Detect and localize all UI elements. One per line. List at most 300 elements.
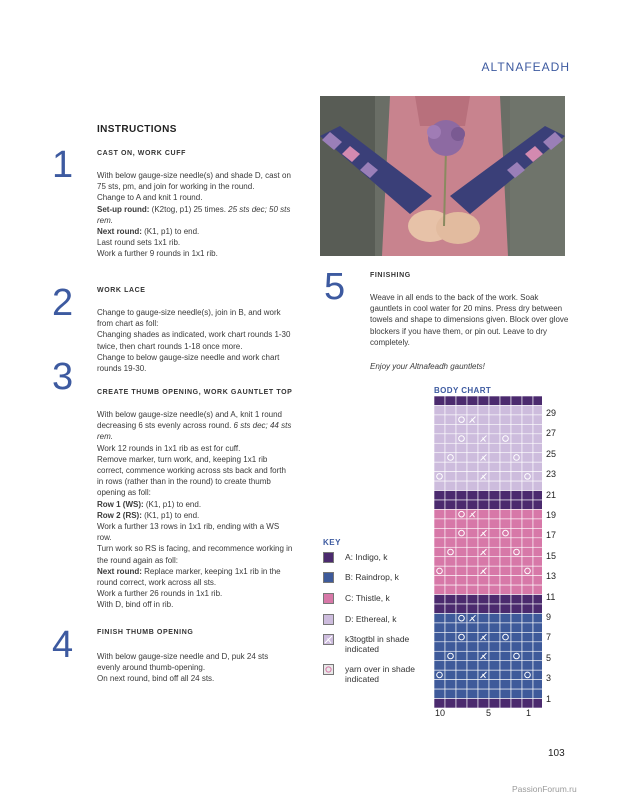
- chart-cell: [434, 661, 445, 670]
- chart-cell: [467, 595, 478, 604]
- chart-cell: [500, 651, 511, 660]
- yarn-over-icon: [323, 664, 334, 675]
- chart-cell: [467, 538, 478, 547]
- chart-cell: [522, 453, 533, 462]
- chart-cell: [522, 699, 533, 708]
- chart-cell: [456, 424, 467, 433]
- chart-cell: [445, 623, 456, 632]
- chart-cell: [500, 472, 511, 481]
- chart-cell: [467, 462, 478, 471]
- step-2-title: WORK LACE: [97, 287, 146, 294]
- chart-cell: [445, 661, 456, 670]
- chart-cell: [467, 472, 478, 481]
- chart-cell: [445, 519, 456, 528]
- chart-cell: [467, 405, 478, 414]
- chart-cell: [522, 481, 533, 490]
- chart-cell: [489, 481, 500, 490]
- chart-cell: [434, 585, 445, 594]
- chart-cell: [533, 453, 542, 462]
- body-chart: [430, 396, 542, 708]
- chart-cell: [445, 443, 456, 452]
- chart-cell: [533, 689, 542, 698]
- chart-cell: [500, 623, 511, 632]
- chart-cell: [522, 604, 533, 613]
- chart-cell: [522, 576, 533, 585]
- chart-cell: [489, 491, 500, 500]
- chart-cell: [522, 424, 533, 433]
- chart-row-label: 7: [546, 632, 552, 643]
- chart-cell: [511, 453, 522, 462]
- step-3-body: [97, 409, 293, 611]
- chart-cell: [489, 566, 500, 575]
- chart-cell: [456, 585, 467, 594]
- chart-cell: [434, 453, 445, 462]
- chart-cell: [522, 509, 533, 518]
- chart-cell: [445, 632, 456, 641]
- chart-cell: [533, 481, 542, 490]
- chart-cell: [456, 680, 467, 689]
- chart-cell: [522, 405, 533, 414]
- chart-cell: [489, 415, 500, 424]
- chart-cell: [489, 462, 500, 471]
- chart-cell: [500, 670, 511, 679]
- chart-cell: [511, 613, 522, 622]
- chart-cell: [500, 500, 511, 509]
- chart-cell: [522, 396, 533, 405]
- chart-cell: [533, 595, 542, 604]
- chart-cell: [445, 396, 456, 405]
- chart-cell: [445, 405, 456, 414]
- chart-cell: [511, 680, 522, 689]
- chart-cell: [533, 528, 542, 537]
- step-5-body: [370, 292, 570, 348]
- chart-cell: [511, 566, 522, 575]
- chart-cell: [489, 585, 500, 594]
- chart-cell: [533, 443, 542, 452]
- chart-cell: [434, 396, 445, 405]
- chart-cell: [511, 462, 522, 471]
- chart-cell: [533, 699, 542, 708]
- chart-cell: [445, 528, 456, 537]
- chart-cell: [445, 595, 456, 604]
- chart-cell: [456, 472, 467, 481]
- chart-cell: [500, 557, 511, 566]
- chart-row-label: 1: [546, 693, 552, 704]
- chart-cell: [445, 670, 456, 679]
- instruction-line: With below gauge-size needle(s) and shade D, cast on 75 sts, pm, and join for working in the round.: [97, 171, 291, 192]
- chart-cell: [511, 396, 522, 405]
- chart-cell: [434, 528, 445, 537]
- chart-cell: [434, 509, 445, 518]
- instruction-line: Turn work so RS is facing, and recommence working in the round again as foll:: [97, 544, 293, 565]
- chart-cell: [456, 576, 467, 585]
- chart-cell: [489, 424, 500, 433]
- chart-cell: [434, 642, 445, 651]
- chart-cell: [500, 642, 511, 651]
- chart-cell: [478, 595, 489, 604]
- chart-cell: [456, 566, 467, 575]
- chart-row-label: 17: [546, 530, 557, 541]
- chart-cell: [522, 500, 533, 509]
- chart-cell: [456, 434, 467, 443]
- step-2-number: 2: [52, 282, 74, 324]
- chart-cell: [456, 661, 467, 670]
- chart-cell: [522, 661, 533, 670]
- chart-cell: [434, 680, 445, 689]
- chart-cell: [434, 670, 445, 679]
- chart-cell: [445, 576, 456, 585]
- chart-cell: [467, 396, 478, 405]
- chart-row-label: 25: [546, 448, 557, 459]
- chart-cell: [533, 651, 542, 660]
- chart-cell: [511, 595, 522, 604]
- chart-cell: [434, 519, 445, 528]
- chart-cell: [445, 613, 456, 622]
- page-number: 103: [548, 748, 565, 759]
- instruction-line: Next round: Replace marker, keeping 1x1 rib in the round correct, work across all sts.: [97, 566, 281, 588]
- chart-cell: [500, 699, 511, 708]
- chart-cell: [500, 585, 511, 594]
- chart-cell: [467, 576, 478, 585]
- chart-cell: [434, 613, 445, 622]
- chart-cell: [511, 651, 522, 660]
- key-label: C: Thistle, k: [345, 593, 390, 603]
- chart-cell: [434, 604, 445, 613]
- chart-cell: [467, 661, 478, 670]
- chart-cell: [489, 538, 500, 547]
- chart-cell: [445, 547, 456, 556]
- swatch-ethereal: [323, 614, 334, 625]
- chart-cell: [445, 472, 456, 481]
- chart-cell: [489, 623, 500, 632]
- chart-cell: [489, 405, 500, 414]
- instruction-line: Remove marker, turn work, and, keeping 1x1 rib correct, commence working across sts back and forth in rows (rather than in the round) to create thumb opening as foll:: [97, 454, 286, 498]
- chart-col-label: 5: [486, 708, 492, 718]
- chart-cell: [445, 642, 456, 651]
- chart-cell: [489, 613, 500, 622]
- chart-cell: [467, 642, 478, 651]
- chart-cell: [467, 632, 478, 641]
- chart-cell: [533, 434, 542, 443]
- chart-cell: [467, 528, 478, 537]
- chart-cell: [511, 557, 522, 566]
- chart-cell: [467, 670, 478, 679]
- chart-cell: [456, 415, 467, 424]
- header-title: ALTNAFEADH: [481, 60, 570, 74]
- chart-cell: [456, 500, 467, 509]
- chart-cell: [456, 538, 467, 547]
- chart-cell: [533, 519, 542, 528]
- chart-cell: [511, 481, 522, 490]
- chart-title: BODY CHART: [434, 386, 492, 395]
- step-4-body: [97, 651, 293, 685]
- chart-cell: [445, 585, 456, 594]
- chart-cell: [489, 519, 500, 528]
- chart-cell: [500, 604, 511, 613]
- chart-cell: [478, 396, 489, 405]
- chart-cell: [456, 699, 467, 708]
- chart-cell: [456, 509, 467, 518]
- chart-cell: [500, 415, 511, 424]
- chart-cell: [434, 491, 445, 500]
- chart-cell: [533, 670, 542, 679]
- chart-cell: [511, 424, 522, 433]
- watermark: PassionForum.ru: [512, 784, 577, 794]
- chart-cell: [533, 604, 542, 613]
- chart-row-label: 3: [546, 673, 552, 684]
- chart-cell: [533, 424, 542, 433]
- chart-cell: [456, 453, 467, 462]
- chart-cell: [489, 651, 500, 660]
- chart-cell: [533, 509, 542, 518]
- chart-cell: [511, 500, 522, 509]
- chart-cell: [478, 689, 489, 698]
- chart-cell: [478, 509, 489, 518]
- instruction-line: Set-up round: (K2tog, p1) 25 times. 25 sts dec; 50 sts rem.: [97, 204, 291, 225]
- instruction-line: With D, bind off in rib.: [97, 600, 174, 610]
- chart-cell: [522, 680, 533, 689]
- chart-cell: [434, 651, 445, 660]
- chart-cell: [445, 415, 456, 424]
- chart-cell: [467, 699, 478, 708]
- chart-row-label: 23: [546, 469, 557, 480]
- chart-cell: [500, 424, 511, 433]
- chart-cell: [445, 557, 456, 566]
- chart-row-label: 11: [546, 591, 556, 602]
- instruction-line: Changing shades as indicated, work chart rounds 1-30 twice, then chart rounds 1-18 once more.: [97, 330, 291, 351]
- chart-cell: [533, 547, 542, 556]
- instruction-line: Change to below gauge-size needle and work chart rounds 19-30.: [97, 352, 280, 374]
- chart-cell: [533, 538, 542, 547]
- instruction-line: Change to gauge-size needle(s), join in B, and work from chart as foll:: [97, 308, 281, 329]
- chart-cell: [467, 651, 478, 660]
- chart-row-label: 27: [546, 428, 557, 439]
- chart-cell: [445, 651, 456, 660]
- chart-cell: [522, 557, 533, 566]
- chart-cell: [456, 443, 467, 452]
- chart-cell: [467, 557, 478, 566]
- chart-cell: [456, 613, 467, 622]
- chart-cell: [500, 405, 511, 414]
- chart-cell: [467, 481, 478, 490]
- instruction-line: Weave in all ends to the back of the work. Soak gauntlets in cool water for 20 mins. Press dry between towels and shape to dimensions given. Block over glove blockers if you have them, or pin out. Leave to dry completely.: [370, 293, 569, 347]
- chart-cell: [533, 405, 542, 414]
- chart-cell: [456, 670, 467, 679]
- chart-cell: [489, 434, 500, 443]
- chart-cell: [445, 566, 456, 575]
- chart-cell: [456, 557, 467, 566]
- step-1-number: 1: [52, 144, 74, 186]
- key-label: D: Ethereal, k: [345, 614, 397, 624]
- chart-cell: [456, 642, 467, 651]
- chart-cell: [456, 396, 467, 405]
- finishing-note: Enjoy your Altnafeadh gauntlets!: [370, 362, 485, 371]
- chart-cell: [445, 509, 456, 518]
- chart-cell: [489, 396, 500, 405]
- key-label: k3togtbl in shade indicated: [345, 634, 410, 654]
- chart-cell: [478, 557, 489, 566]
- swatch-raindrop: [323, 572, 334, 583]
- chart-cell: [434, 689, 445, 698]
- chart-cell: [511, 670, 522, 679]
- chart-cell: [445, 481, 456, 490]
- step-3-number: 3: [52, 356, 74, 398]
- chart-row-label: 5: [546, 652, 552, 663]
- chart-cell: [511, 434, 522, 443]
- chart-cell: [456, 528, 467, 537]
- chart-cell: [434, 405, 445, 414]
- chart-cell: [522, 566, 533, 575]
- chart-cell: [478, 642, 489, 651]
- chart-cell: [522, 528, 533, 537]
- chart-cell: [434, 462, 445, 471]
- instruction-line: Work a further 13 rows in 1x1 rib, ending with a WS row.: [97, 522, 280, 543]
- chart-cell: [478, 519, 489, 528]
- chart-cell: [467, 689, 478, 698]
- chart-cell: [456, 405, 467, 414]
- chart-cell: [522, 689, 533, 698]
- chart-cell: [445, 689, 456, 698]
- chart-cell: [478, 443, 489, 452]
- chart-cell: [478, 538, 489, 547]
- chart-row-label: 21: [546, 489, 557, 500]
- chart-cell: [478, 699, 489, 708]
- chart-cell: [500, 595, 511, 604]
- chart-cell: [445, 680, 456, 689]
- chart-cell: [522, 434, 533, 443]
- chart-cell: [456, 651, 467, 660]
- instruction-line: On next round, bind off all 24 sts.: [97, 674, 215, 684]
- chart-cell: [478, 576, 489, 585]
- chart-cell: [500, 453, 511, 462]
- step-5-number: 5: [324, 266, 346, 308]
- chart-cell: [445, 453, 456, 462]
- chart-cell: [533, 491, 542, 500]
- chart-cell: [511, 405, 522, 414]
- chart-cell: [511, 443, 522, 452]
- chart-cell: [533, 632, 542, 641]
- chart-cell: [434, 566, 445, 575]
- chart-cell: [500, 566, 511, 575]
- chart-cell: [533, 462, 542, 471]
- chart-cell: [434, 472, 445, 481]
- swatch-indigo: [323, 552, 334, 563]
- chart-cell: [467, 443, 478, 452]
- chart-cell: [522, 623, 533, 632]
- chart-cell: [434, 481, 445, 490]
- chart-cell: [489, 547, 500, 556]
- instruction-line: Work 12 rounds in 1x1 rib as est for cuff.: [97, 443, 241, 453]
- instruction-line: With below gauge-size needle(s) and A, knit 1 round decreasing 6 sts evenly across round. 6 sts dec; 44 sts rem.: [97, 410, 292, 442]
- chart-cell: [445, 491, 456, 500]
- step-3-title: CREATE THUMB OPENING, WORK GAUNTLET TOP: [97, 389, 293, 396]
- chart-cell: [522, 613, 533, 622]
- step-5-title: FINISHING: [370, 272, 411, 279]
- chart-cell: [489, 500, 500, 509]
- chart-cell: [467, 434, 478, 443]
- chart-col-label: 1: [526, 708, 532, 718]
- chart-cell: [467, 519, 478, 528]
- chart-cell: [467, 585, 478, 594]
- chart-col-label: 10: [435, 708, 446, 718]
- chart-cell: [500, 613, 511, 622]
- chart-cell: [511, 632, 522, 641]
- chart-cell: [434, 576, 445, 585]
- step-4-title: FINISH THUMB OPENING: [97, 629, 194, 636]
- chart-cell: [445, 434, 456, 443]
- chart-cell: [489, 528, 500, 537]
- chart-cell: [500, 434, 511, 443]
- chart-cell: [500, 661, 511, 670]
- step-1-title: CAST ON, WORK CUFF: [97, 150, 186, 157]
- instruction-line: Work a further 26 rounds in 1x1 rib.: [97, 589, 223, 599]
- chart-cell: [489, 509, 500, 518]
- chart-cell: [500, 462, 511, 471]
- chart-cell: [500, 481, 511, 490]
- chart-cell: [434, 500, 445, 509]
- chart-cell: [434, 623, 445, 632]
- chart-cell: [511, 472, 522, 481]
- chart-cell: [533, 680, 542, 689]
- chart-cell: [467, 547, 478, 556]
- chart-row-label: 9: [546, 612, 552, 622]
- chart-cell: [478, 500, 489, 509]
- chart-cell: [456, 632, 467, 641]
- chart-cell: [489, 557, 500, 566]
- chart-cell: [434, 538, 445, 547]
- chart-cell: [511, 642, 522, 651]
- chart-cell: [456, 689, 467, 698]
- chart-cell: [478, 585, 489, 594]
- chart-cell: [445, 538, 456, 547]
- chart-cell: [434, 699, 445, 708]
- chart-cell: [533, 642, 542, 651]
- chart-cell: [511, 585, 522, 594]
- chart-cell: [478, 405, 489, 414]
- chart-cell: [434, 557, 445, 566]
- chart-cell: [467, 566, 478, 575]
- chart-cell: [478, 424, 489, 433]
- chart-cell: [533, 613, 542, 622]
- chart-cell: [511, 661, 522, 670]
- chart-cell: [511, 547, 522, 556]
- instruction-line: Next round: (K1, p1) to end.: [97, 227, 200, 237]
- chart-cell: [467, 604, 478, 613]
- chart-cell: [511, 415, 522, 424]
- chart-cell: [478, 680, 489, 689]
- chart-cell: [500, 509, 511, 518]
- chart-cell: [511, 623, 522, 632]
- chart-cell: [522, 632, 533, 641]
- chart-cell: [522, 585, 533, 594]
- chart-cell: [434, 424, 445, 433]
- chart-cell: [511, 604, 522, 613]
- chart-cell: [467, 491, 478, 500]
- instruction-line: Work a further 9 rounds in 1x1 rib.: [97, 249, 218, 259]
- chart-cell: [522, 595, 533, 604]
- chart-cell: [511, 538, 522, 547]
- chart-cell: [522, 651, 533, 660]
- chart-cell: [522, 491, 533, 500]
- chart-cell: [478, 481, 489, 490]
- chart-cell: [478, 623, 489, 632]
- chart-cell: [533, 661, 542, 670]
- chart-cell: [500, 491, 511, 500]
- instruction-line: Row 2 (RS): (K1, p1) to end.: [97, 510, 200, 520]
- chart-cell: [489, 670, 500, 679]
- chart-cell: [456, 462, 467, 471]
- chart-cell: [500, 538, 511, 547]
